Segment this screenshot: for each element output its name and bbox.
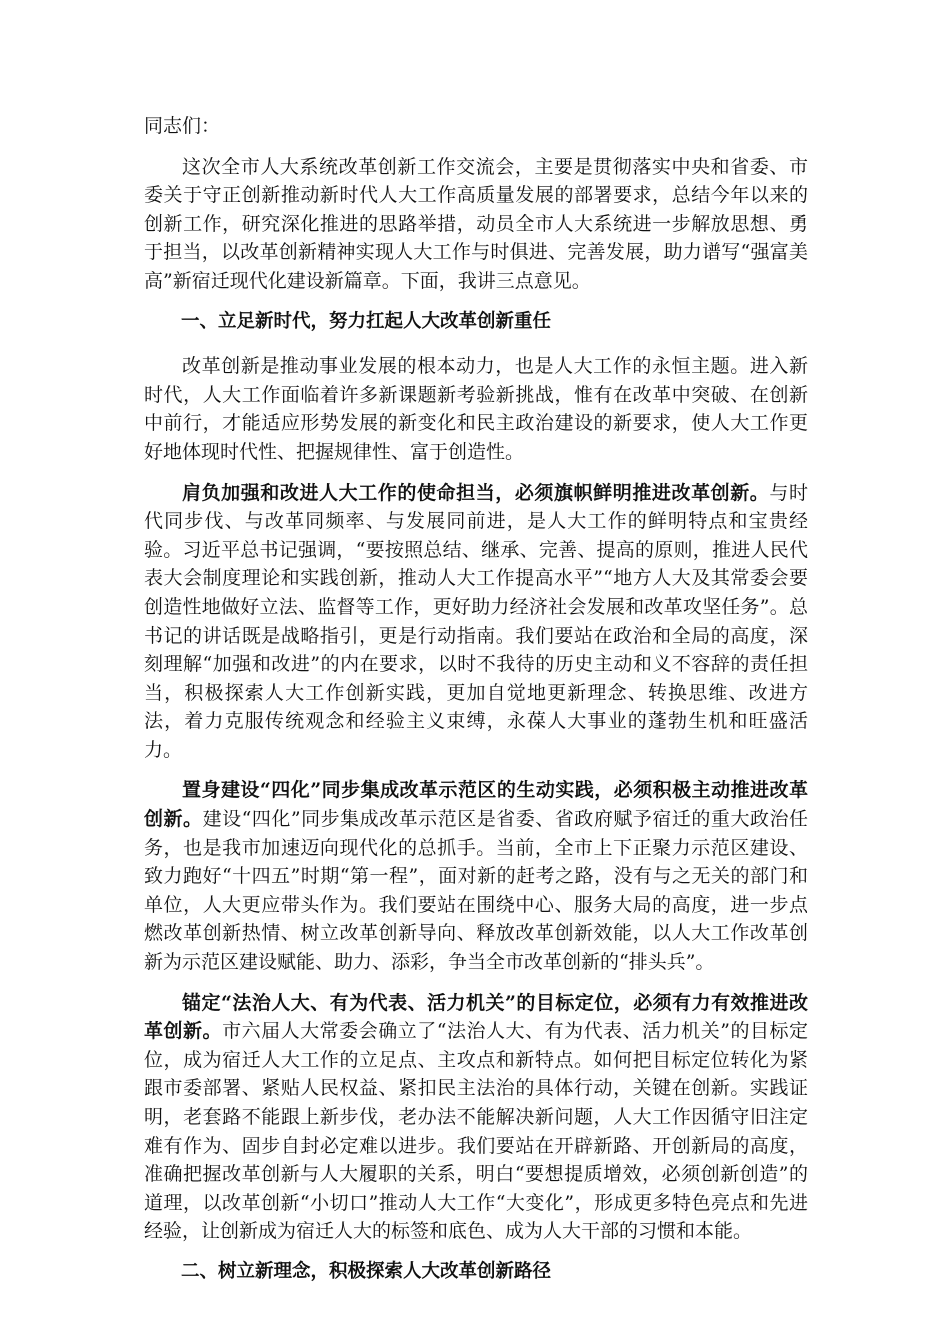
section-1-paragraph-3 [144, 989, 808, 1246]
paragraph-1-body: 与时代同步伐、与改革同频率、与发展同前进，是人大工作的鲜明特点和宝贵经验。习近平总书记强调，“要按照总结、继承、完善、提高的原则，推进人民代表大会制度理论和实践创新，推动人大工作提高水平”“地方人大及其常委会要创造性地做好立法、监督等工作，更好助力经济社会发展和改革攻坚任务”。总书记的讲话既是战略指引，更是行动指南。我们要站在政治和全局的高度，深刻理解“加强和改进”的内在要求，以时不我待的历史主动和义不容辞的责任担当，积极探索人大工作创新实践，更加自觉地更新理念、转换思维、改进方法，着力克服传统观念和经验主义束缚，永葆人大事业的蓬勃生机和旺盛活力。 [144, 481, 808, 761]
section-1-intro: 改革创新是推动事业发展的根本动力，也是人大工作的永恒主题。进入新时代，人大工作面临着许多新课题新考验新挑战，惟有在改革中突破、在创新中前行，才能适应形势发展的新变化和民主政治建设的新要求，使人大工作更好地体现时代性、把握规律性、富于创造性。 [144, 355, 808, 463]
document-body [144, 112, 808, 1303]
section-1-heading: 一、立足新时代，努力扛起人大改革创新重任 [181, 310, 552, 332]
section-1-paragraph-1 [144, 479, 808, 765]
section-2-heading: 二、树立新理念，积极探索人大改革创新路径 [181, 1260, 552, 1282]
section-1-paragraph-2 [144, 776, 808, 976]
paragraph-2-body: 建设“四化”同步集成改革示范区是省委、省政府赋予宿迁的重大政治任务，也是我市加速迈向现代化的总抓手。当前，全市上下正聚力示范区建设、致力跑好“十四五”时期“第一程”，面对新的赶考之路，没有与之无关的部门和单位，人大更应带头作为。我们要站在围绕中心、服务大局的高度，进一步点燃改革创新热情、树立改革创新导向、释放改革创新效能，以人大工作改革创新为示范区建设赋能、助力、添彩，争当全市改革创新的“排头兵”。 [144, 808, 808, 974]
paragraph-2-lead: 置身建设“四化”同步集成改革示范区的生动实践，必须积极主动推进改革创新。 [144, 779, 808, 831]
salutation: 同志们： [144, 115, 221, 137]
intro-paragraph: 这次全市人大系统改革创新工作交流会，主要是贯彻落实中央和省委、市委关于守正创新推动新时代人大工作高质量发展的部署要求，总结今年以来的创新工作，研究深化推进的思路举措，动员全市人大系统进一步解放思想、勇于担当，以改革创新精神实现人大工作与时俱进、完善发展，助力谱写“强富美高”新宿迁现代化建设新篇章。下面，我讲三点意见。 [144, 155, 808, 292]
paragraph-3-lead: 锚定“法治人大、有为代表、活力机关”的目标定位，必须有力有效推进改革创新。 [144, 991, 808, 1043]
paragraph-1-lead: 肩负加强和改进人大工作的使命担当，必须旗帜鲜明推进改革创新。 [182, 481, 770, 504]
paragraph-3-body: 市六届人大常委会确立了“法治人大、有为代表、活力机关”的目标定位，成为宿迁人大工作的立足点、主攻点和新特点。如何把目标定位转化为紧跟市委部署、紧贴人民权益、紧扣民主法治的具体行动，关键在创新。实践证明，老套路不能跟上新步伐，老办法不能解决新问题，人大工作因循守旧注定难有作为、固步自封必定难以进步。我们要站在开辟新路、开创新局的高度，准确把握改革创新与人大履职的关系，明白“要想提质增效，必须创新创造”的道理，以改革创新“小切口”推动人大工作“大变化”，形成更多特色亮点和先进经验，让创新成为宿迁人大的标签和底色、成为人大干部的习惯和本能。 [144, 1020, 808, 1243]
